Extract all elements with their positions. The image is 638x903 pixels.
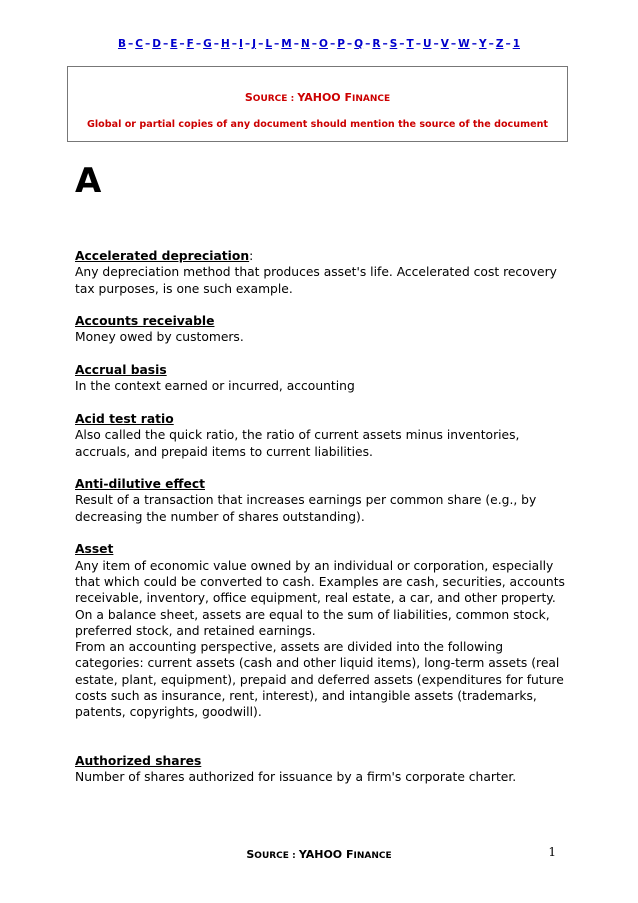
- nav-link-s[interactable]: S: [389, 38, 398, 50]
- nav-separator: –: [162, 38, 169, 50]
- source-box: [67, 66, 568, 142]
- glossary-entry: [75, 313, 565, 346]
- nav-separator: –: [450, 38, 457, 50]
- glossary-entry: [75, 411, 565, 460]
- entry-heading: [75, 362, 565, 378]
- nav-separator: –: [274, 38, 280, 50]
- page-footer: [0, 848, 638, 861]
- nav-link-j[interactable]: J: [252, 38, 257, 50]
- source-title-s: S: [244, 91, 253, 104]
- glossary-entry: [75, 248, 565, 297]
- entry-definition: Number of shares authorized for issuance by a firm's corporate charter.: [75, 769, 517, 784]
- entry-term-suffix: :: [249, 249, 254, 263]
- entry-term: Acid test ratio: [75, 411, 174, 426]
- nav-link-c[interactable]: C: [135, 38, 143, 50]
- entry-definition: Any item of economic value owned by an individual or corporation, especially that which could be converted to cash. Examples are cash, securities, accounts receivable, inventory, office equipment, real estate, a car, and other property.: [75, 558, 565, 606]
- nav-separator: –: [346, 38, 353, 50]
- nav-link-y[interactable]: Y: [478, 38, 487, 50]
- entry-heading: [75, 753, 565, 769]
- nav-link-f[interactable]: F: [186, 38, 194, 50]
- nav-separator: –: [382, 38, 388, 50]
- nav-separator: –: [471, 38, 477, 50]
- entry-definition: Also called the quick ratio, the ratio of current assets minus inventories, accruals, and prepaid items to current liabilities.: [75, 428, 520, 459]
- glossary-entry: [75, 476, 565, 525]
- source-title-yahoo: YAHOO: [297, 91, 345, 104]
- nav-link-g[interactable]: G: [203, 38, 212, 50]
- entry-definition: Result of a transaction that increases earnings per common share (e.g., by decreasing the number of shares outstanding).: [75, 493, 537, 524]
- source-title-ource: OURCE :: [252, 94, 298, 104]
- glossary-entry: [75, 541, 565, 720]
- entry-term: Accrual basis: [75, 363, 167, 378]
- nav-separator: –: [505, 38, 511, 50]
- nav-link-v[interactable]: V: [440, 38, 449, 50]
- nav-link-q[interactable]: Q: [354, 38, 364, 50]
- source-title-f: F: [344, 91, 352, 104]
- source-note: Global or partial copies of any document should mention the source of the document: [86, 119, 548, 130]
- entry-term: Authorized shares: [75, 753, 202, 768]
- source-title-inance: INANCE: [352, 94, 391, 104]
- entry-term: Accelerated depreciation: [75, 249, 250, 263]
- nav-link-t[interactable]: T: [406, 38, 414, 50]
- nav-link-z[interactable]: Z: [495, 38, 504, 50]
- glossary-entry: [75, 753, 565, 786]
- entry-definition: In the context earned or incurred, accounting: [75, 379, 355, 394]
- nav-link-1[interactable]: 1: [512, 38, 520, 50]
- entry-definition: From an accounting perspective, assets are divided into the following categories: current assets (cash and other liquid items), long-term assets (real estate, plant, equipment), prepaid and deferred assets (expenditures for future costs such as insurance, rent, interest), and intangible assets (trademarks, patents, copyrights, goodwill).: [75, 640, 564, 720]
- entry-term: Accounts receivable: [75, 314, 215, 329]
- nav-link-b[interactable]: B: [117, 38, 126, 50]
- nav-separator: –: [213, 38, 219, 50]
- nav-separator: –: [231, 38, 237, 50]
- entry-heading: [75, 248, 565, 264]
- glossary-entry: [75, 362, 565, 395]
- nav-link-m[interactable]: M: [281, 38, 292, 50]
- nav-link-n[interactable]: N: [300, 38, 310, 50]
- footer-f: F: [345, 848, 354, 861]
- nav-separator: –: [195, 38, 202, 50]
- page-number: 1: [548, 845, 556, 859]
- entry-heading: [75, 313, 565, 329]
- entry-definition: Money owed by customers.: [75, 330, 244, 345]
- footer-s: S: [246, 848, 255, 861]
- footer-yahoo: YAHOO: [298, 848, 346, 861]
- entry-definition: On a balance sheet, assets are equal to the sum of liabilities, common stock, preferred stock, and retained earnings.: [75, 607, 550, 638]
- nav-separator: –: [244, 38, 251, 50]
- footer-inance: INANCE: [353, 851, 392, 861]
- nav-separator: –: [433, 38, 439, 50]
- entry-heading: [75, 541, 565, 557]
- entry-heading: [75, 411, 565, 427]
- section-letter: A: [75, 161, 102, 201]
- glossary-entries: [75, 248, 565, 802]
- nav-separator: –: [488, 38, 494, 50]
- nav-separator: –: [179, 38, 185, 50]
- nav-link-i[interactable]: I: [238, 38, 243, 50]
- nav-link-h[interactable]: H: [220, 38, 230, 50]
- nav-link-w[interactable]: W: [458, 38, 470, 50]
- entry-term: Asset: [75, 542, 114, 557]
- nav-link-p[interactable]: P: [337, 38, 345, 50]
- nav-link-d[interactable]: D: [152, 38, 161, 50]
- nav-separator: –: [399, 38, 405, 50]
- footer-ource: OURCE :: [254, 851, 299, 861]
- nav-separator: –: [311, 38, 318, 50]
- nav-separator: –: [144, 38, 151, 50]
- nav-link-e[interactable]: E: [170, 38, 178, 50]
- nav-link-r[interactable]: R: [372, 38, 381, 50]
- nav-separator: –: [128, 38, 134, 50]
- nav-link-u[interactable]: U: [422, 38, 432, 50]
- entry-term: Anti-dilutive effect: [75, 477, 205, 492]
- alphabet-nav: [0, 38, 638, 50]
- source-title: [68, 91, 567, 104]
- nav-separator: –: [258, 38, 264, 50]
- nav-separator: –: [293, 38, 299, 50]
- entry-definition: Any depreciation method that produces asset's life. Accelerated cost recovery tax purposes, is one such example.: [75, 265, 557, 296]
- nav-separator: –: [329, 38, 336, 50]
- nav-link-o[interactable]: O: [319, 38, 328, 50]
- entry-heading: [75, 476, 565, 492]
- nav-separator: –: [415, 38, 421, 50]
- nav-separator: –: [365, 38, 371, 50]
- nav-link-l[interactable]: L: [265, 38, 273, 50]
